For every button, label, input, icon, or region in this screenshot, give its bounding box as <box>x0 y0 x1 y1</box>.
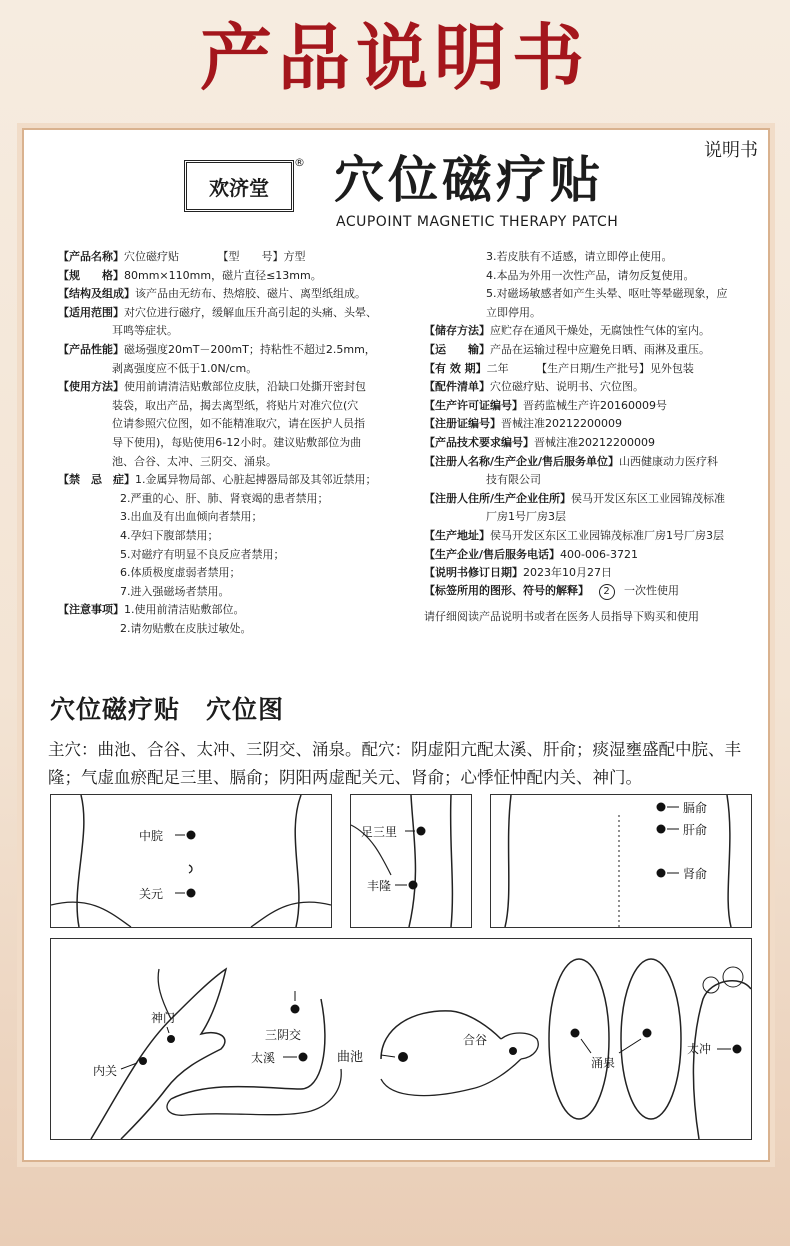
text-line <box>424 527 744 546</box>
field-text: 5.对磁场敏感者如产生头晕、呕吐等晕磁现象，应 <box>486 287 728 301</box>
text-line <box>58 285 418 304</box>
text-line <box>58 434 418 453</box>
acupoint-chart-title: 穴位磁疗贴 穴位图 <box>50 695 285 724</box>
field-label: 【说明书修订日期】 <box>424 566 523 580</box>
text-line <box>424 248 744 267</box>
field-text: 7.进入强磁场者禁用。 <box>120 584 230 598</box>
field-text: 晋械注准20212200009 <box>534 435 655 449</box>
field-text: 立即停用。 <box>486 305 541 319</box>
field-text: 使用前请清洁贴敷部位皮肤，沿缺口处撕开密封包 <box>124 380 366 394</box>
label-guanyuan: 关元 <box>139 887 164 901</box>
field-label: 【注册人名称/生产企业/售后服务单位】 <box>424 454 620 468</box>
limbs-figure <box>50 938 752 1140</box>
text-line <box>58 248 418 267</box>
field-text: 400-006-3721 <box>560 547 638 561</box>
field-label: 【产品技术要求编号】 <box>424 435 534 449</box>
field-label: 【生产企业/售后服务电话】 <box>424 547 561 561</box>
field-text: 装袋，取出产品，揭去离型纸，将贴片对准穴位(穴 <box>112 398 359 412</box>
label-zhongwan: 中脘 <box>139 829 164 843</box>
field-text: 6.体质极度虚弱者禁用； <box>120 566 241 580</box>
label-zusanli: 足三里 <box>361 825 398 839</box>
field-text: 1.金属异物局部、心脏起搏器局部及其邻近禁用； <box>135 473 377 487</box>
field-label: 【规 格】 <box>58 268 124 282</box>
text-line <box>58 620 418 639</box>
field-text: 80mm×110mm，磁片直径≤13mm。 <box>124 268 322 282</box>
field-label: 【运 输】 <box>424 342 490 356</box>
field-text: 5.对磁疗有明显不良反应者禁用； <box>120 547 285 561</box>
acupoint-chart-description: 主穴：曲池、合谷、太冲、三阴交、涌泉。配穴：阴虚阳亢配太溪、肝俞；痰湿壅盛配中脘、丰隆；气虚血瘀配足三里、膈俞；阴阳两虚配关元、肾俞；心悸怔忡配内关、神门。 <box>48 740 741 787</box>
text-line <box>424 378 744 397</box>
text-line <box>58 304 418 323</box>
symbol-label: 【标签所用的图形、符号的解释】 <box>424 584 589 597</box>
instruction-sheet <box>22 128 770 1162</box>
text-line <box>58 527 418 546</box>
field-label: 【生产地址】 <box>424 528 490 542</box>
back-illustration <box>491 795 751 927</box>
text-line <box>424 341 744 360</box>
field-label: 【结构及组成】 <box>58 287 135 301</box>
text-line <box>58 378 418 397</box>
field-text: 技有限公司 <box>486 473 541 487</box>
field-text: 池、合谷、太冲、三阴交、涌泉。 <box>112 454 277 468</box>
text-line <box>58 415 418 434</box>
text-line <box>424 471 744 490</box>
label-shenmen: 神门 <box>151 1011 176 1025</box>
label-yongquan: 涌泉 <box>591 1056 616 1070</box>
text-line <box>424 546 744 565</box>
label-taixi: 太溪 <box>251 1051 276 1065</box>
abdomen-figure <box>50 794 332 928</box>
field-text: 4.本品为外用一次性产品，请勿反复使用。 <box>486 268 695 282</box>
field-label: 【注意事项】 <box>58 603 124 617</box>
field-text: 穴位磁疗贴、说明书、穴位图。 <box>490 380 644 394</box>
footer-note: 请仔细阅读产品说明书或者在医务人员指导下购买和使用 <box>424 610 699 623</box>
right-text-column <box>424 248 744 583</box>
field-text: 导下使用)，每贴使用6-12小时。建议贴敷部位为曲 <box>112 435 362 449</box>
text-line <box>424 415 744 434</box>
field-text: 2.严重的心、肝、肺、肾衰竭的患者禁用； <box>120 491 329 505</box>
label-hegu: 合谷 <box>463 1033 488 1047</box>
label-ganshu: 肝俞 <box>683 823 708 837</box>
text-line <box>58 341 418 360</box>
product-title: 穴位磁疗贴 <box>334 150 604 209</box>
text-line <box>424 508 744 527</box>
text-line <box>424 360 744 379</box>
label-neiguan: 内关 <box>93 1064 118 1078</box>
field-text: 4.孕妇下腹部禁用； <box>120 528 219 542</box>
text-line <box>58 453 418 472</box>
symbol-explanation <box>424 582 754 601</box>
label-sanyinjiao: 三阴交 <box>265 1028 302 1042</box>
field-text: 位请参照穴位图，如不能精准取穴，请在医护人员指 <box>112 417 365 431</box>
text-line <box>424 267 744 286</box>
field-text: 磁场强度20mT－200mT；持粘性不超过2.5mm， <box>124 342 376 356</box>
leg-illustration <box>351 795 471 927</box>
field-label: 【禁 忌 症】 <box>58 473 135 487</box>
field-label: 【储存方法】 <box>424 324 490 338</box>
field-label: 【适用范围】 <box>58 305 124 319</box>
field-text: 对穴位进行磁疗，缓解血压升高引起的头痛、头晕、 <box>124 305 377 319</box>
field-label: 【产品性能】 <box>58 342 124 356</box>
brand-name: 欢济堂 <box>209 175 269 200</box>
field-text: 晋械注准20212200009 <box>501 417 622 431</box>
text-line <box>58 490 418 509</box>
text-line <box>424 564 744 583</box>
field-text: 侯马开发区东区工业园锦茂标准厂房1号厂房3层 <box>490 528 724 542</box>
field-text: 二年 【生产日期/生产批号】见外包装 <box>486 361 694 375</box>
field-text: 侯马开发区东区工业园锦茂标准 <box>571 491 726 505</box>
text-line <box>58 546 418 565</box>
field-text: 晋药监械生产许20160009号 <box>523 398 667 412</box>
text-line <box>58 564 418 583</box>
field-label: 【注册证编号】 <box>424 417 501 431</box>
limbs-illustration <box>51 939 751 1139</box>
field-text: 穴位磁疗贴 【型 号】方型 <box>124 250 306 263</box>
label-fenglong: 丰隆 <box>367 879 392 893</box>
field-text: 2.请勿贴敷在皮肤过敏处。 <box>120 621 252 635</box>
text-line <box>424 490 744 509</box>
brand-logo <box>184 160 294 212</box>
field-label: 【注册人住所/生产企业住所】 <box>424 491 572 505</box>
label-quchi: 曲池 <box>337 1050 364 1065</box>
field-label: 【产品名称】 <box>58 250 124 263</box>
field-text: 产品在运输过程中应避免日晒、雨淋及重压。 <box>490 342 710 356</box>
text-line <box>58 360 418 379</box>
label-geshu: 膈俞 <box>683 801 708 815</box>
field-label: 【使用方法】 <box>58 380 124 394</box>
field-label: 【生产许可证编号】 <box>424 398 523 412</box>
label-shenshu: 肾俞 <box>683 867 708 881</box>
field-text: 厂房1号厂房3层 <box>486 510 566 524</box>
field-text: 2023年10月27日 <box>523 566 612 580</box>
abdomen-illustration <box>51 795 331 927</box>
symbol-text: 一次性使用 <box>624 584 679 597</box>
label-taichong: 太冲 <box>687 1042 712 1056</box>
field-label: 【有 效 期】 <box>424 361 487 375</box>
text-line <box>58 508 418 527</box>
text-line <box>58 583 418 602</box>
field-text: 1.使用前清洁贴敷部位。 <box>124 603 245 617</box>
field-text: 耳鸣等症状。 <box>112 324 178 338</box>
text-line <box>424 397 744 416</box>
field-text: 该产品由无纺布、热熔胶、磁片、离型纸组成。 <box>135 287 366 301</box>
text-line <box>58 322 418 341</box>
text-line <box>424 304 744 323</box>
text-line <box>58 601 418 620</box>
leg-figure <box>350 794 472 928</box>
sheet-corner-label: 说明书 <box>704 140 758 161</box>
back-figure <box>490 794 752 928</box>
field-text: 3.若皮肤有不适感，请立即停止使用。 <box>486 250 673 263</box>
text-line <box>58 471 418 490</box>
product-subtitle: ACUPOINT MAGNETIC THERAPY PATCH <box>336 214 619 230</box>
text-line <box>58 267 418 286</box>
field-text: 山西健康动力医疗科 <box>619 454 719 468</box>
field-text: 剥离强度应不低于1.0N/cm。 <box>112 361 258 375</box>
text-line <box>424 285 744 304</box>
text-line <box>58 397 418 416</box>
page-title: 产品说明书 <box>199 15 590 100</box>
left-text-column <box>58 248 418 638</box>
field-text: 应贮存在通风干燥处，无腐蚀性气体的室内。 <box>490 324 710 338</box>
single-use-symbol-icon: 2 <box>599 584 615 600</box>
registered-mark: ® <box>294 156 305 169</box>
text-line <box>424 434 744 453</box>
field-text: 3.出血及有出血倾向者禁用； <box>120 510 263 524</box>
text-line <box>424 453 744 472</box>
field-label: 【配件清单】 <box>424 380 490 394</box>
text-line <box>424 322 744 341</box>
